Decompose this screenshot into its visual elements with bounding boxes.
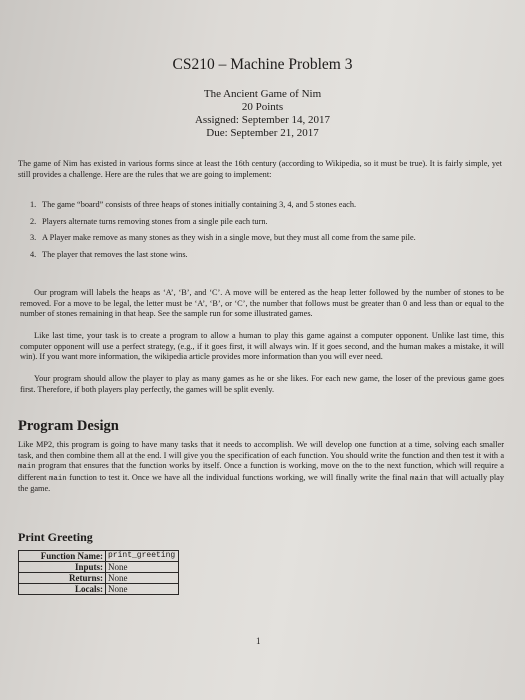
list-number: 1. xyxy=(30,200,37,209)
list-item xyxy=(30,250,490,261)
title-block xyxy=(0,88,525,140)
code-main: main xyxy=(48,474,67,483)
replay-paragraph: Your program should allow the player to play as many games as he or she likes. For each new game, the loser of the previous game goes first. Therefore, if both players play perfectly, the games will be split evenly. xyxy=(20,374,504,394)
list-number: 2. xyxy=(30,216,37,226)
table-row xyxy=(19,551,179,562)
spec-key: Returns: xyxy=(19,573,106,584)
table-row xyxy=(19,573,179,584)
list-number: 4. xyxy=(30,249,37,259)
due-date: Due: September 21, 2017 xyxy=(206,127,319,139)
rules-list xyxy=(30,200,490,266)
table-row xyxy=(19,562,179,573)
game-name: The Ancient Game of Nim xyxy=(203,88,322,100)
spec-key: Locals: xyxy=(19,584,106,595)
list-item xyxy=(30,200,490,211)
design-paragraph: Like MP2, this program is going to have many tasks that it needs to accomplish. We will develop one function at a time, solving each smaller task, and then combine them all at the end. I will give you the specification of each function. You should write the function and then test it with a main program that ensures that the function works by itself. Once a function is working, move on the to the next function, which will require a different main function to test it. Once we have all the individual functions working, we will finally write the final main that will actually play the game. xyxy=(18,440,504,494)
points: 20 Points xyxy=(241,101,284,113)
table-row xyxy=(19,584,179,595)
spec-value: print_greeting xyxy=(106,551,179,562)
list-number: 3. xyxy=(30,233,37,242)
page-title: CS210 – Machine Problem 3 xyxy=(172,56,353,73)
spec-value: None xyxy=(106,562,179,573)
list-item xyxy=(30,217,490,228)
code-main: main xyxy=(410,474,428,483)
function-spec-table xyxy=(18,550,179,595)
list-text: The player that removes the last stone wins. xyxy=(42,249,188,259)
list-text: The game “board” consists of three heaps of stones initially containing 3, 4, and 5 stones each. xyxy=(42,200,357,209)
heap-labels-paragraph: Our program will labels the heaps as ‘A’, ‘B’, and ‘C’. A move will be entered as the heap letter followed by the number of stones to be removed. For a move to be legal, the letter must be ‘A’, ‘B’, or ‘C’, the number that follows must be greater than 0 and less than or equal to the number of stones remaining in that heap. See the sample run for some illustrated games. xyxy=(20,288,504,319)
spec-value: None xyxy=(106,584,179,595)
spec-key: Inputs: xyxy=(19,562,106,573)
list-item xyxy=(30,233,490,244)
spec-key: Function Name: xyxy=(19,551,106,562)
spec-value: None xyxy=(106,573,179,584)
page-number: 1 xyxy=(256,636,261,646)
list-text: Players alternate turns removing stones from a single pile each turn. xyxy=(42,216,268,226)
intro-paragraph: The game of Nim has existed in various forms since at least the 16th century (according to Wikipedia, so it must be true). It is fairly simple, yet still provides a challenge. Here are the rules that we are going to implement: xyxy=(18,159,502,179)
task-paragraph: Like last time, your task is to create a program to allow a human to play this game against a computer opponent. Unlike last time, this computer opponent will use a perfect strategy, (e.g., if it goes first, it will always win. If it goes second, and the human makes a mistake, it will win). If you want more information, the wikipedia article provides more information than you will ever need. xyxy=(20,331,504,362)
print-greeting-heading: Print Greeting xyxy=(18,530,93,544)
code-main: main xyxy=(18,463,36,472)
list-text: A Player make remove as many stones as they wish in a single move, but they must all come from the same pile. xyxy=(42,233,416,242)
program-design-heading: Program Design xyxy=(18,418,119,434)
assigned-date: Assigned: September 14, 2017 xyxy=(194,114,331,126)
